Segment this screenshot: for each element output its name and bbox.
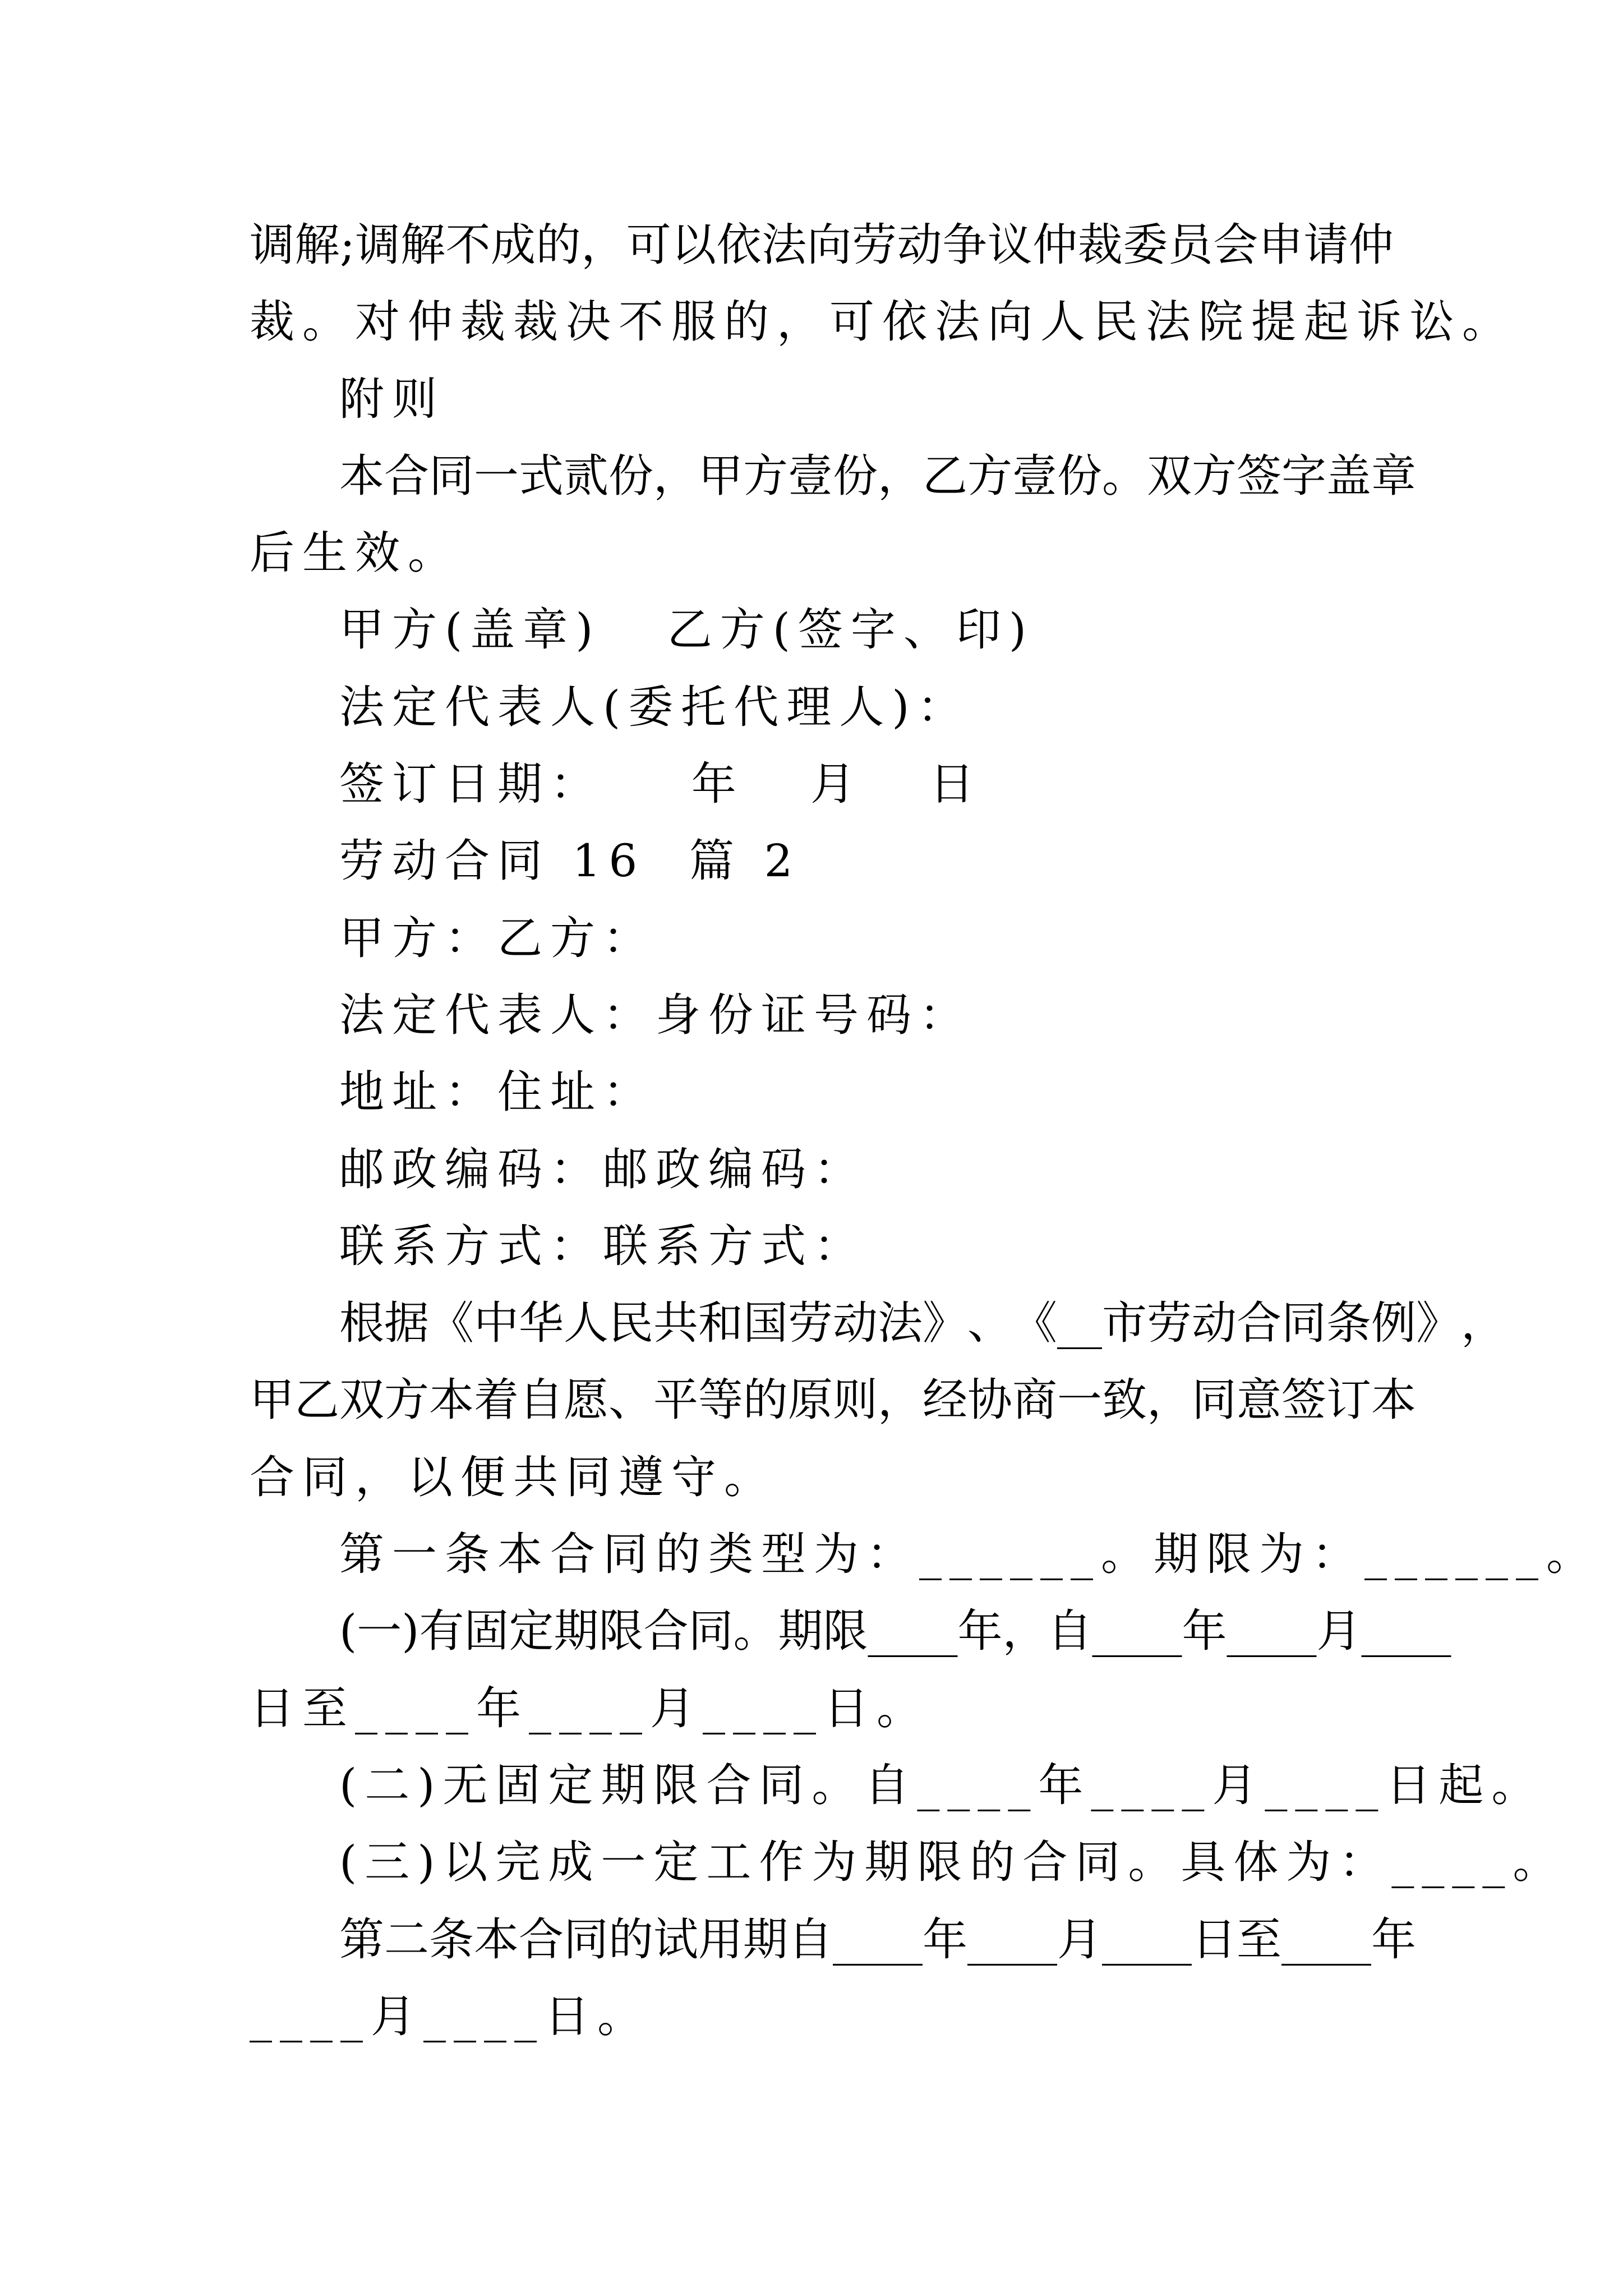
postal-code-line: 邮政编码：邮政编码： xyxy=(339,1143,866,1195)
document-body xyxy=(250,206,1599,2055)
open-term-line: (二)无固定期限合同。自____年____月____日起。 xyxy=(339,1759,1544,1811)
legal-representative-line: 法定代表人(委托代理人)： xyxy=(339,680,970,733)
paragraph-line: 合同，以便共同遵守。 xyxy=(250,1451,777,1503)
article-two-line-cont: ____月____日。 xyxy=(250,1990,650,2042)
signature-parties-line: 甲方(盖章) 乙方(签字、印) xyxy=(339,604,1035,656)
paragraph-line: 本 合 同 一 式 贰 份 ， 甲 方 壹 份 ， 乙 方 壹 份 。 双 方 签 字 盖 章 xyxy=(339,449,1416,502)
paragraph-line: 后生效。 xyxy=(250,527,460,579)
contract-title: 劳动合同 16 篇 2 xyxy=(339,835,801,887)
article-two-line: 第 二 条 本 合 同 的 试 用 期 自 _ _ _ _ 年 _ _ _ _ 月 _ _ _ _ 日 至 _ _ _ _ 年 xyxy=(339,1913,1416,1966)
address-line: 地址：住址： xyxy=(339,1066,656,1119)
paragraph-line: 根 据 《 中 华 人 民 共 和 国 劳 动 法 》 、 《 _ _ 市 劳 动 合 同 条 例 》 ， xyxy=(339,1297,1506,1350)
contact-line: 联系方式：联系方式： xyxy=(339,1220,866,1272)
fixed-term-line-cont: 日至____年____月____日。 xyxy=(250,1682,929,1734)
section-heading: 附则 xyxy=(339,372,445,425)
representative-id-line: 法定代表人：身份证号码： xyxy=(339,988,972,1041)
paragraph-line: 甲 乙 双 方 本 着 自 愿 、 平 等 的 原 则 ， 经 协 商 一 致 ， 同 意 签 订 本 xyxy=(250,1374,1416,1427)
signing-date-line: 签订日期： 年 月 日 xyxy=(339,758,983,811)
task-term-line: (三)以完成一定工作为期限的合同。具体为：____。 xyxy=(339,1836,1566,1889)
article-one-line: 第一条本合同的类型为：______。期限为：______。 xyxy=(339,1528,1599,1581)
fixed-term-line: ( 一 ) 有 固 定 期 限 合 同 。 期 限 _ _ _ _ 年 ， 自 _ _ _ _ 年 _ _ _ _ 月 _ _ _ _ xyxy=(339,1605,1451,1658)
parties-line: 甲方：乙方： xyxy=(339,912,656,964)
paragraph-line: 调 解 ; 调 解 不 成 的 ， 可 以 依 法 向 劳 动 争 议 仲 裁 委 员 会 申 请 仲 xyxy=(250,219,1394,271)
paragraph-line: 裁。对仲裁裁决不服的，可依法向人民法院提起诉讼。 xyxy=(250,296,1515,348)
